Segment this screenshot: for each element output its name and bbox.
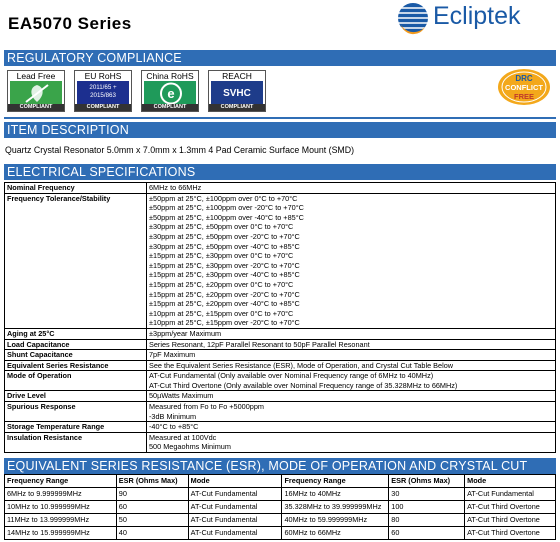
table-cell: 80 xyxy=(389,514,465,527)
spec-value-line: ±30ppm at 25°C, ±50ppm over 0°C to +70°C xyxy=(149,222,294,232)
column-header: ESR (Ohms Max) xyxy=(116,475,188,488)
spec-value-line: ±30ppm at 25°C, ±50ppm over -40°C to +85°C xyxy=(149,241,300,251)
column-header: Mode xyxy=(188,475,282,488)
spec-label: Aging at 25°C xyxy=(5,328,147,339)
spec-label: Storage Temperature Range xyxy=(5,422,147,433)
column-header: Frequency Range xyxy=(5,475,117,488)
regulatory-heading: REGULATORY COMPLIANCE xyxy=(4,50,556,66)
spec-value xyxy=(147,432,556,452)
spec-value-line: Measured from Fo to Fo +5000ppm xyxy=(149,402,264,412)
table-cell: AT-Cut Third Overtone xyxy=(465,514,556,527)
table-cell: 16MHz to 40MHz xyxy=(282,488,389,501)
spec-value xyxy=(147,350,556,361)
eu-rohs-badge: EU RoHS 2011/65 + 2015/863 COMPLIANT xyxy=(74,70,132,112)
spec-value-line: ±15ppm at 25°C, ±20ppm over -40°C to +85°C xyxy=(149,299,300,309)
column-header: ESR (Ohms Max) xyxy=(389,475,465,488)
spec-label: Mode of Operation xyxy=(5,371,147,391)
spec-row xyxy=(5,432,556,452)
spec-value xyxy=(147,193,556,328)
table-cell: 11MHz to 13.999999MHz xyxy=(5,514,117,527)
table-cell: 6MHz to 9.999999MHz xyxy=(5,488,117,501)
lead-free-badge: Lead Free COMPLIANT xyxy=(7,70,65,112)
spec-value-line: ±10ppm at 25°C, ±15ppm over -20°C to +70°C xyxy=(149,318,300,328)
table-cell: 90 xyxy=(116,488,188,501)
spec-row xyxy=(5,402,556,422)
svg-text:CONFLICT: CONFLICT xyxy=(505,83,543,92)
table-cell: 100 xyxy=(389,501,465,514)
table-row xyxy=(5,527,556,540)
spec-value-line: -3dB Minimum xyxy=(149,411,197,421)
table-cell: AT-Cut Fundamental xyxy=(188,488,282,501)
spec-row xyxy=(5,360,556,371)
spec-value-line: ±50ppm at 25°C, ±100ppm over -20°C to +70°C xyxy=(149,203,304,213)
spec-label: Nominal Frequency xyxy=(5,183,147,194)
table-cell: AT-Cut Third Overtone xyxy=(465,527,556,540)
logo-wordmark: Ecliptek xyxy=(433,2,521,30)
esr-heading: EQUIVALENT SERIES RESISTANCE (ESR), MODE OF OPERATION AND CRYSTAL CUT xyxy=(4,458,556,474)
spec-value-line: ±15ppm at 25°C, ±30ppm over -40°C to +85°C xyxy=(149,270,300,280)
table-cell: 10MHz to 10.999999MHz xyxy=(5,501,117,514)
spec-value-line: ±15ppm at 25°C, ±20ppm over 0°C to +70°C xyxy=(149,279,294,289)
table-cell: 40MHz to 59.999999MHz xyxy=(282,514,389,527)
spec-value-line: ±3ppm/year Maximum xyxy=(149,328,222,338)
spec-row xyxy=(5,350,556,361)
spec-value-line: ±50ppm at 25°C, ±100ppm over -40°C to +85°C xyxy=(149,212,304,222)
spec-value xyxy=(147,183,556,194)
table-cell: AT-Cut Fundamental xyxy=(188,527,282,540)
table-cell: 50 xyxy=(116,514,188,527)
spec-label: Drive Level xyxy=(5,391,147,402)
spec-value-line: ±15ppm at 25°C, ±30ppm over 0°C to +70°C xyxy=(149,251,294,261)
spec-value-line: ±50ppm at 25°C, ±100ppm over 0°C to +70°C xyxy=(149,193,298,203)
spec-row xyxy=(5,328,556,339)
table-row xyxy=(5,514,556,527)
spec-label: Shunt Capacitance xyxy=(5,350,147,361)
table-cell: 30 xyxy=(389,488,465,501)
table-cell: AT-Cut Fundamental xyxy=(188,514,282,527)
svg-text:DRC: DRC xyxy=(515,74,533,83)
table-row xyxy=(5,501,556,514)
table-row xyxy=(5,488,556,501)
spec-value-line: ±15ppm at 25°C, ±20ppm over -20°C to +70°C xyxy=(149,289,300,299)
item-description-heading: ITEM DESCRIPTION xyxy=(4,122,556,138)
table-cell: 60 xyxy=(116,501,188,514)
spec-row xyxy=(5,391,556,402)
spec-row xyxy=(5,371,556,391)
spec-value xyxy=(147,360,556,371)
spec-value-line: AT-Cut Third Overtone (Only available over Nominal Frequency range of 35.328MHz to 66MHz) xyxy=(149,380,458,390)
e-recycle-icon xyxy=(144,81,198,106)
spec-label: Equivalent Series Resistance xyxy=(5,360,147,371)
drc-conflict-free-badge xyxy=(497,68,551,106)
spec-value-line: 50µWatts Maximum xyxy=(149,391,214,401)
svg-text:FREE: FREE xyxy=(513,92,535,101)
table-cell: AT-Cut Fundamental xyxy=(188,501,282,514)
spec-value xyxy=(147,328,556,339)
table-cell: 14MHz to 15.999999MHz xyxy=(5,527,117,540)
leaf-icon xyxy=(10,81,64,106)
spec-label: Insulation Resistance xyxy=(5,432,147,452)
spec-row xyxy=(5,193,556,328)
table-cell: 60MHz to 66MHz xyxy=(282,527,389,540)
spec-value xyxy=(147,371,556,391)
table-cell: 40 xyxy=(116,527,188,540)
table-cell: AT-Cut Fundamental xyxy=(465,488,556,501)
column-header: Mode xyxy=(465,475,556,488)
spec-value-line: AT-Cut Fundamental (Only available over Nominal Frequency range of 6MHz to 40MHz) xyxy=(149,371,434,381)
spec-value-line: ±30ppm at 25°C, ±50ppm over -20°C to +70°C xyxy=(149,231,300,241)
spec-value-line: 500 Megaohms Minimum xyxy=(149,442,231,452)
spec-value-line: ±15ppm at 25°C, ±30ppm over -20°C to +70°C xyxy=(149,260,300,270)
esr-table xyxy=(4,474,556,540)
column-header: Frequency Range xyxy=(282,475,389,488)
spec-value-line: 7pF Maximum xyxy=(149,350,196,360)
spec-label: Frequency Tolerance/Stability xyxy=(5,193,147,328)
electrical-specs-table xyxy=(4,182,556,453)
spec-value-line: See the Equivalent Series Resistance (ESR), Mode of Operation, and Crystal Cut Table Below xyxy=(149,360,454,370)
electrical-specs-heading: ELECTRICAL SPECIFICATIONS xyxy=(4,164,556,180)
spec-value-line: ±10ppm at 25°C, ±15ppm over 0°C to +70°C xyxy=(149,308,294,318)
spec-value xyxy=(147,402,556,422)
spec-label: Load Capacitance xyxy=(5,339,147,350)
spec-row xyxy=(5,422,556,433)
esr-header-row xyxy=(5,475,556,488)
item-description-text: Quartz Crystal Resonator 5.0mm x 7.0mm x 1.3mm 4 Pad Ceramic Surface Mount (SMD) xyxy=(5,145,355,155)
spec-row xyxy=(5,183,556,194)
spec-row xyxy=(5,339,556,350)
spec-value-line: Measured at 100Vdc xyxy=(149,432,217,442)
spec-value xyxy=(147,391,556,402)
page-title: EA5070 Series xyxy=(8,14,132,33)
divider xyxy=(4,117,556,119)
spec-value-line: Series Resonant, 12pF Parallel Resonant to 50pF Parallel Resonant xyxy=(149,339,370,349)
table-cell: AT-Cut Third Overtone xyxy=(465,501,556,514)
china-rohs-badge: China RoHS e COMPLIANT xyxy=(141,70,199,112)
spec-value-line: -40°C to +85°C xyxy=(149,422,199,432)
spec-value-line: 6MHz to 66MHz xyxy=(149,183,202,192)
spec-value xyxy=(147,422,556,433)
spec-label: Spurious Response xyxy=(5,402,147,422)
svg-text:e: e xyxy=(167,86,175,101)
table-cell: 35.328MHz to 39.999999MHz xyxy=(282,501,389,514)
spec-value xyxy=(147,339,556,350)
reach-badge: REACH SVHC COMPLIANT xyxy=(208,70,266,112)
table-cell: 60 xyxy=(389,527,465,540)
